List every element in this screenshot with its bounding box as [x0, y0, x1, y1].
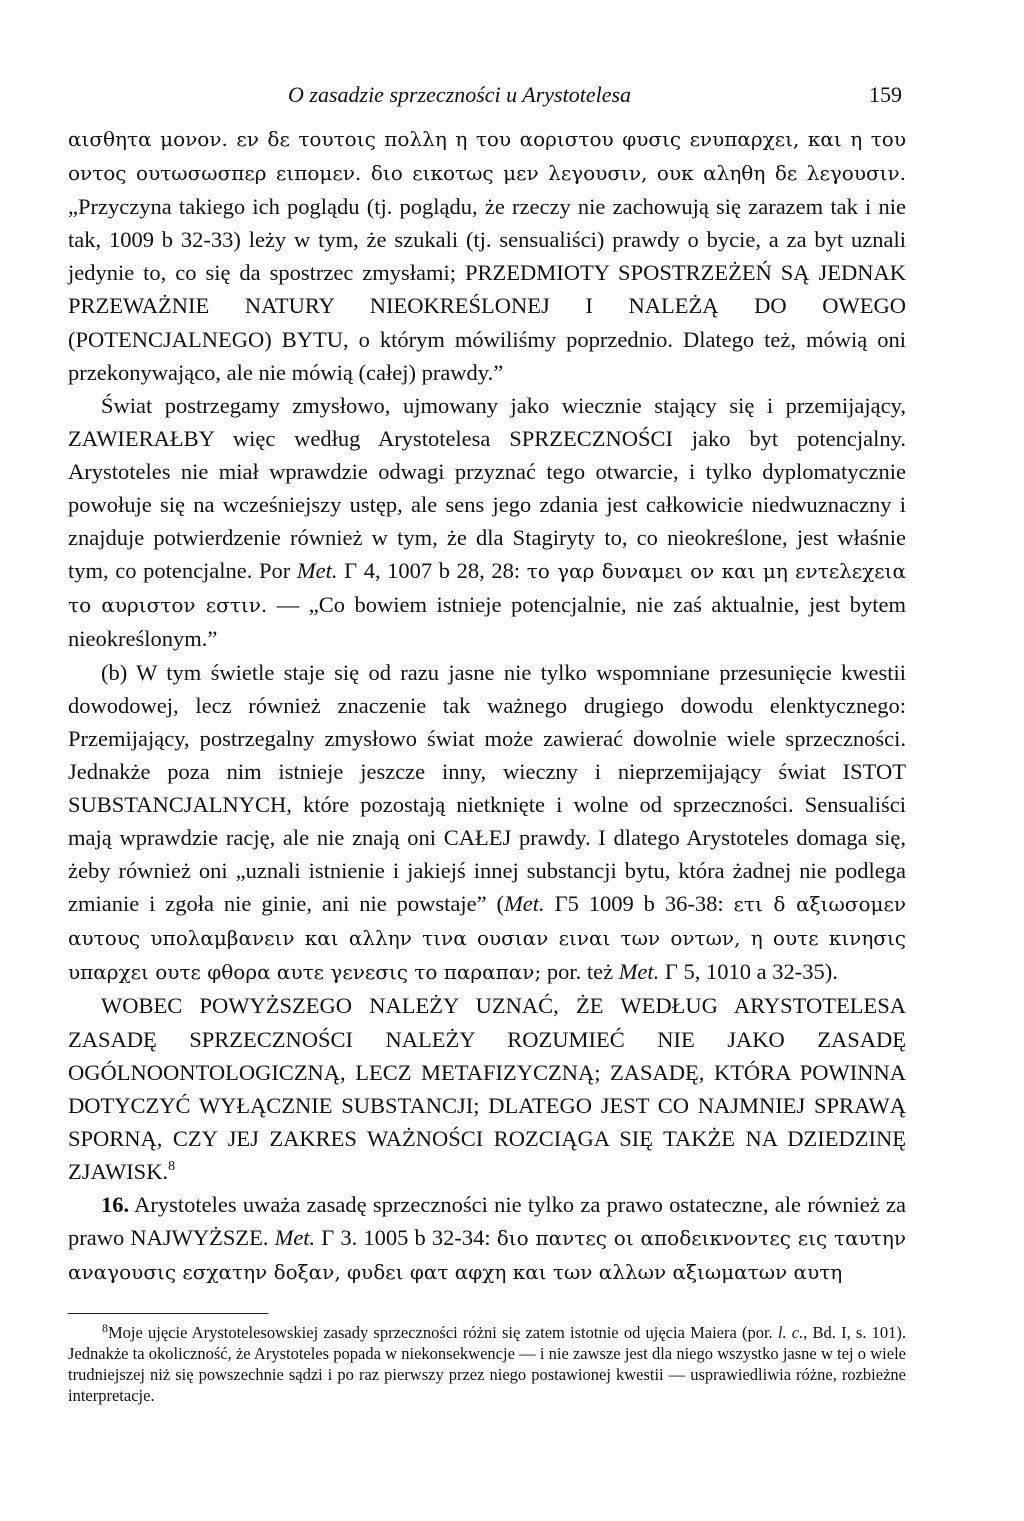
- capitalized-thesis: [68, 989, 906, 1188]
- footnote-mark: 8: [102, 1321, 108, 1336]
- greek-quote: ετι δ αξιωσομεν αυτους υπολαμβανειν και αλλην τινα ουσιαν ειναι των οντων, η ουτε κινησις υπαρχει ουτε φθορα αυτε γενεσις το παραπαν;: [68, 892, 907, 985]
- paragraph-text: Arystoteles uważa zasadę sprzeczności nie tylko za prawo ostateczne, ale również za prawo NAJWYŻSZE.: [68, 1192, 906, 1251]
- footnote-text: Moje ujęcie Arystotelesowskiej zasady sprzeczności różni się zatem istotnie od ujęcia Maiera (por.: [108, 1323, 778, 1343]
- footnote-reference[interactable]: 8: [168, 1158, 176, 1174]
- paragraph-text: „Przyczyna takiego ich poglądu (tj. poglądu, że rzeczy nie zachowują się zarazem tak i nie tak, 1009 b 32-33) leży w tym, że szukali (tj. sensualiści) prawdy o bycie, a za byt uznali jedynie to, co się da spostrzec zmysłami; PRZEDMIOTY SPOSTRZEŻEŃ SĄ JEDNAK PRZEWAŻNIE NATURY NIEOKREŚLONEJ I NALEŻĄ DO OWEGO (POTENCJALNEGO) BYTU, o którym mówiliśmy poprzednio. Dlatego też, mówią oni przekonywająco, ale nie mówią (całej) prawdy.”: [68, 194, 906, 385]
- section-number: 16.: [101, 1192, 130, 1217]
- citation-met: Met.: [618, 959, 660, 985]
- citation-ref: Γ 3. 1005 b 32-34:: [315, 1225, 497, 1251]
- body-text: [68, 122, 906, 1289]
- greek-quote: αισθητα μονον. εν δε τουτοις πολλη η του αοριστου φυσις ενυπαρχει, και η του οντος ουτωσωσπερ ειπομεν. διο εικοτως μεν λεγουσιν, ουκ αληθη δε λεγουσιν.: [68, 127, 906, 186]
- running-title: O zasadzie sprzeczności u Arystotelesa: [288, 82, 632, 107]
- greek-quote: διο παντες οι αποδεικνοντες εις ταυτην αναγουσις εσχατην δοξαν, φυδει φατ αφχη και των αλλων αξιωματων αυτη: [68, 1226, 906, 1285]
- citation-met: Met.: [296, 558, 338, 584]
- footnote-abbrev: l. c.: [777, 1323, 804, 1343]
- paragraph-text: por. też: [541, 959, 619, 985]
- greek-quote: το γαρ δυναμει ον και μη εντελεχεια το αυριστον εστιν.: [68, 559, 906, 618]
- thesis-text: WOBEC POWYŻSZEGO NALEŻY UZNAĆ, ŻE WEDŁUG ARYSTOTELESA ZASADĘ SPRZECZNOŚCI NALEŻY ROZUMIEĆ NIE JAKO ZASADĘ OGÓLNOONTOLOGICZNĄ, LECZ METAFIZYCZNĄ; ZASADĘ, KTÓRA POWINNA DOTYCZYĆ WYŁĄCZNIE SUBSTANCJI; DLATEGO JEST CO NAJMNIEJ SPRAWĄ SPORNĄ, CZY JEJ ZAKRES WAŻNOŚCI ROZCIĄGA SIĘ TAKŻE NA DZIEDZINĘ ZJAWISK.: [68, 993, 906, 1184]
- citation-ref: Γ5 1009 b 36-38:: [544, 891, 734, 917]
- citation-ref: Γ 5, 1010 a 32-35).: [659, 959, 838, 985]
- page: [68, 82, 906, 1406]
- footnote-divider: [68, 1313, 268, 1314]
- footnote-text: , Bd. I, s. 101). Jednakże ta okoliczność, że Arystoteles popada w niekonsekwencje — i nie zawsze jest dla niego wszystko jasne w tej o wiele trudniejszej niż się powszechnie sądzi i po raz pierwszy przez niego postawionej kwestii — usprawiedliwia różne, rozbieżne interpretacje.: [68, 1323, 906, 1406]
- running-head: [68, 82, 906, 122]
- paragraph-2: [68, 389, 906, 656]
- paragraph-text: — „Co bowiem istnieje potencjalnie, nie zaś aktualnie, jest bytem nieokreślonym.”: [68, 592, 906, 652]
- citation-met: Met.: [274, 1225, 316, 1251]
- citation-ref: Γ 4, 1007 b 28, 28:: [337, 558, 527, 584]
- section-16: [68, 1188, 906, 1289]
- page-number: 159: [869, 82, 902, 107]
- paragraph-text: (b) W tym świetle staje się od razu jasne nie tylko wspomniane przesunięcie kwestii dowodowej, lecz również znaczenie tak ważnego drugiego dowodu elenktycznego: Przemijający, postrzegalny zmysłowo świat może zawierać dowolnie wiele sprzeczności. Jednakże poza nim istnieje jeszcze inny, wieczny i nieprzemijający świat ISTOT SUBSTANCJALNYCH, które pozostają nietknięte i wolne od sprzeczności. Sensualiści mają wprawdzie rację, ale nie znają oni CAŁEJ prawdy. I dlatego Arystoteles domaga się, żeby również oni „uznali istnienie i jakiejś innej substancji bytu, która żadnej nie podlega zmianie i zgoła nie ginie, ani nie powstaje” (: [68, 659, 906, 917]
- citation-met: Met.: [504, 891, 545, 917]
- paragraph-1: [68, 122, 906, 389]
- paragraph-3: [68, 656, 906, 990]
- footnote-8: [68, 1322, 906, 1406]
- paragraph-text: Świat postrzegamy zmysłowo, ujmowany jako wiecznie stający się i przemijający, ZAWIERAŁBY więc według Arystotelesa SPRZECZNOŚCI jako byt potencjalny. Arystoteles nie miał wprawdzie odwagi przyznać tego otwarcie, i tylko dyplomatycznie powołuje się na wcześniejszy ustęp, ale sens jego zdania jest całkowicie niedwuznaczny i znajduje potwierdzenie również w tym, że dla Stagiryty to, co nieokreślone, jest właśnie tym, co potencjalne. Por: [68, 392, 906, 584]
